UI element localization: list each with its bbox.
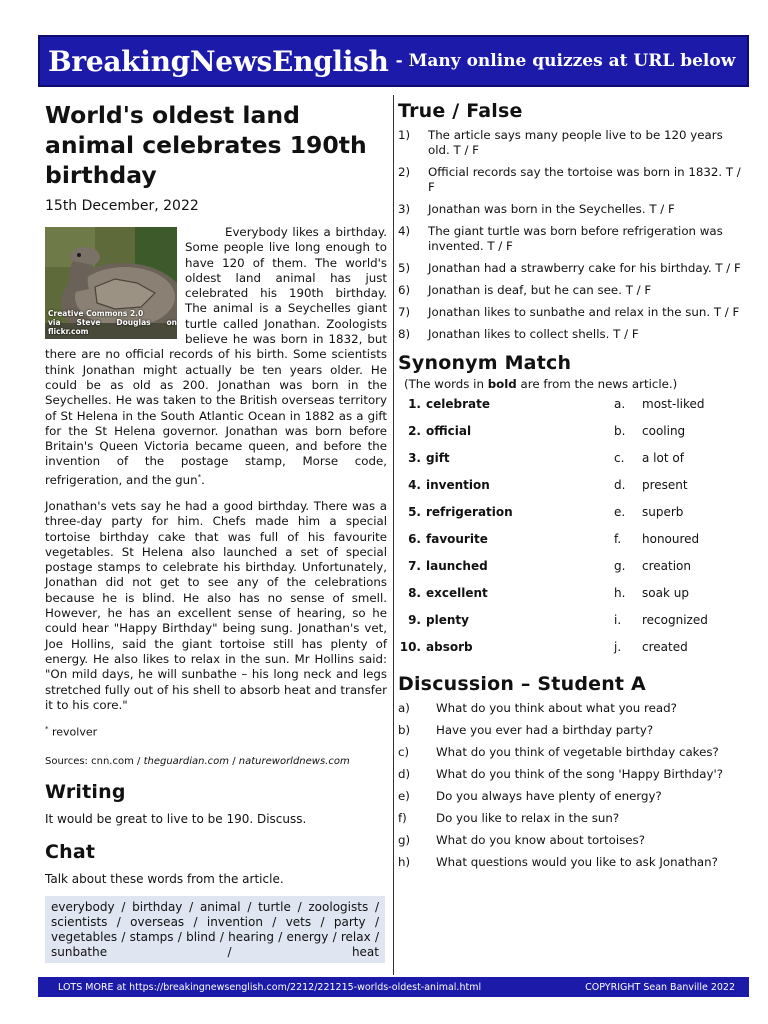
synonym-subtitle: [398, 377, 743, 391]
discussion-item: [398, 833, 743, 848]
site-footer: [38, 977, 749, 997]
discussion-item: [398, 767, 743, 782]
synonym-letter: i.: [614, 613, 622, 627]
synonym-row: [398, 532, 743, 559]
item-number: 7): [398, 305, 411, 319]
synonym-match: created: [642, 640, 688, 654]
item-text: Do you always have plenty of energy?: [436, 789, 662, 803]
item-text: What do you think about what you read?: [436, 701, 677, 715]
synonym-match: a lot of: [642, 451, 684, 465]
synonym-word: official: [426, 424, 472, 438]
footnote-text: revolver: [52, 725, 98, 739]
synonym-number: 6.: [408, 532, 421, 546]
chat-word-box: everybody / birthday / animal / turtle / zoologists / scientists / overseas / invention / vets / party / vegetables / stamps / blind / hearing / energy / relax / sunbathe / heat: [45, 896, 385, 963]
synonym-match: most-liked: [642, 397, 705, 411]
article-paragraph-2: Jonathan's vets say he had a good birthday. There was a three-day party for him. Chefs made him a special tortoise birthday cake that was full of his favourite vegetables. St Helena also launched a set of special postage stamps to celebrate his birthday. Unfortunately, Jonathan did not get to see any of the celebrations because he is blind. He also has no sense of smell. However, he has an excellent sense of hearing, so he could hear "Happy Birthday" being sung. Jonathan's vet, Joe Hollins, said the giant tortoise still has plenty of energy. He also likes to relax in the sun. Mr Hollins said: "On mild days, he will sunbathe – his long neck and legs stretched fully out of his shell to absorb heat and transfer it to his core.": [45, 498, 387, 712]
synonym-match: creation: [642, 559, 691, 573]
synonym-row: [398, 505, 743, 532]
sources-sep: /: [232, 756, 236, 768]
item-number: 2): [398, 165, 411, 179]
left-column: [45, 98, 387, 963]
synonym-letter: c.: [614, 451, 625, 465]
chat-text: Talk about these words from the article.: [45, 872, 284, 887]
synonym-row: [398, 478, 743, 505]
synonym-letter: b.: [614, 424, 626, 438]
header-tagline: - Many online quizzes at URL below: [395, 51, 736, 71]
synonym-letter: j.: [614, 640, 622, 654]
true-false-item: [398, 165, 743, 195]
synonym-row: [398, 397, 743, 424]
synonym-number: 1.: [408, 397, 421, 411]
item-number: 8): [398, 327, 411, 341]
sources-line: [45, 756, 387, 767]
footnote-star: *: [45, 725, 49, 734]
synonym-letter: e.: [614, 505, 626, 519]
true-false-list: [398, 128, 743, 342]
item-number: 3): [398, 202, 411, 216]
synonym-sub-post: are from the news article.): [520, 377, 678, 391]
photo-credit-line1: Creative Commons 2.0: [48, 309, 144, 318]
synonym-word: plenty: [426, 613, 469, 627]
true-false-item: [398, 327, 743, 342]
discussion-title: Discussion – Student A: [398, 673, 646, 695]
item-letter: a): [398, 701, 410, 715]
true-false-item: [398, 128, 743, 158]
item-text: Jonathan likes to sunbathe and relax in the sun. T / F: [428, 305, 740, 319]
discussion-item: [398, 855, 743, 870]
synonym-word: absorb: [426, 640, 473, 654]
item-number: 5): [398, 261, 411, 275]
synonym-row: [398, 640, 743, 667]
item-number: 6): [398, 283, 411, 297]
synonym-number: 3.: [408, 451, 421, 465]
synonym-word: gift: [426, 451, 450, 465]
item-number: 4): [398, 224, 411, 238]
synonym-letter: h.: [614, 586, 626, 600]
item-text: Jonathan is deaf, but he can see. T / F: [428, 283, 652, 297]
synonym-sub-pre: (The words in: [404, 377, 484, 391]
synonym-row: [398, 586, 743, 613]
article-date: 15th December, 2022: [45, 198, 199, 214]
synonym-match: recognized: [642, 613, 708, 627]
photo-credit-line2: via Steve Douglas on flickr.com: [48, 318, 177, 336]
discussion-item: [398, 811, 743, 826]
synonym-match: soak up: [642, 586, 689, 600]
chat-title: Chat: [45, 841, 96, 864]
true-false-item: [398, 261, 743, 276]
true-false-item: [398, 224, 743, 254]
synonym-number: 4.: [408, 478, 421, 492]
synonym-table: [398, 397, 743, 667]
item-text: Jonathan had a strawberry cake for his birthday. T / F: [428, 261, 741, 275]
item-text: The giant turtle was born before refrigeration was invented. T / F: [428, 224, 723, 253]
column-divider: [393, 95, 394, 975]
photo-credit: [48, 309, 177, 336]
true-false-item: [398, 283, 743, 298]
synonym-letter: g.: [614, 559, 626, 573]
synonym-word: celebrate: [426, 397, 490, 411]
synonym-number: 10.: [399, 640, 421, 654]
item-letter: e): [398, 789, 410, 803]
discussion-item: [398, 723, 743, 738]
synonym-match: honoured: [642, 532, 700, 546]
synonym-match: superb: [642, 505, 684, 519]
item-letter: b): [398, 723, 411, 737]
footer-copyright: COPYRIGHT Sean Banville 2022: [585, 981, 735, 993]
discussion-list: [398, 701, 743, 870]
synonym-row: [398, 451, 743, 478]
item-letter: c): [398, 745, 410, 759]
sources-label: Sources: cnn.com /: [45, 756, 141, 768]
item-text: What questions would you like to ask Jonathan?: [436, 855, 718, 869]
discussion-item: [398, 789, 743, 804]
writing-title: Writing: [45, 781, 126, 804]
right-column: [398, 98, 743, 877]
synonym-number: 8.: [408, 586, 421, 600]
synonym-letter: a.: [614, 397, 626, 411]
footer-link[interactable]: LOTS MORE at https://breakingnewsenglish.com/2212/221215-worlds-oldest-animal.html: [58, 981, 482, 993]
item-text: What do you think of vegetable birthday cakes?: [436, 745, 719, 759]
synonym-letter: d.: [614, 478, 626, 492]
synonym-word: favourite: [426, 532, 488, 546]
item-text: The article says many people live to be 120 years old. T / F: [428, 128, 723, 157]
item-text: Official records say the tortoise was born in 1832. T / F: [428, 165, 741, 194]
article-body: [45, 225, 387, 740]
writing-text: It would be great to live to be 190. Discuss.: [45, 812, 307, 827]
synonym-sub-bold: bold: [487, 377, 517, 391]
site-header: [38, 35, 749, 87]
true-false-title: True / False: [398, 100, 523, 122]
brand-title[interactable]: BreakingNewsEnglish: [48, 44, 389, 78]
item-text: Have you ever had a birthday party?: [436, 723, 654, 737]
item-text: What do you think of the song 'Happy Birthday'?: [436, 767, 723, 781]
source-theguardian[interactable]: theguardian.com: [143, 756, 230, 768]
synonym-row: [398, 424, 743, 451]
paragraph-1-text: Everybody likes a birthday. Some people live long enough to have 120 of them. The world's oldest land animal has just celebrated his 190th birthday. The animal is a Seychelles giant turtle called Jonathan. Zoologists believe he was born in 1832, but there are no official records of his birth. Some scientists think Jonathan might actually be ten years older. He could be as old as 200. Jonathan was born in the Seychelles. He was taken to the British overseas territory of St Helena in the South Atlantic Ocean in 1882 as a gift for the St Helena governor. Jonathan was born before Britain's Queen Victoria became queen, and before the invention of the postage stamp, Morse code, refrigeration, and the gun: [45, 225, 387, 487]
synonym-number: 2.: [408, 424, 421, 438]
true-false-item: [398, 202, 743, 217]
synonym-number: 9.: [408, 613, 421, 627]
synonym-word: invention: [426, 478, 490, 492]
synonym-letter: f.: [614, 532, 622, 546]
item-letter: d): [398, 767, 411, 781]
paragraph-1-end: .: [201, 472, 205, 487]
synonym-row: [398, 613, 743, 640]
item-number: 1): [398, 128, 411, 142]
item-text: Jonathan likes to collect shells. T / F: [428, 327, 639, 341]
item-letter: f): [398, 811, 407, 825]
synonym-match: cooling: [642, 424, 686, 438]
synonym-match: present: [642, 478, 688, 492]
synonym-number: 7.: [408, 559, 421, 573]
synonym-title: Synonym Match: [398, 352, 572, 374]
true-false-item: [398, 305, 743, 320]
source-natureworldnews[interactable]: natureworldnews.com: [238, 756, 350, 768]
tortoise-photo: [45, 227, 177, 339]
item-text: What do you know about tortoises?: [436, 833, 645, 847]
synonym-word: launched: [426, 559, 488, 573]
footnote-mark: *: [197, 472, 202, 481]
item-letter: h): [398, 855, 411, 869]
discussion-item: [398, 745, 743, 760]
synonym-word: excellent: [426, 586, 488, 600]
article-headline: World's oldest land animal celebrates 190th birthday: [45, 101, 367, 189]
item-text: Jonathan was born in the Seychelles. T / F: [428, 202, 675, 216]
discussion-item: [398, 701, 743, 716]
synonym-word: refrigeration: [426, 505, 513, 519]
synonym-number: 5.: [408, 505, 421, 519]
synonym-row: [398, 559, 743, 586]
footnote: [45, 722, 387, 740]
item-letter: g): [398, 833, 411, 847]
item-text: Do you like to relax in the sun?: [436, 811, 620, 825]
